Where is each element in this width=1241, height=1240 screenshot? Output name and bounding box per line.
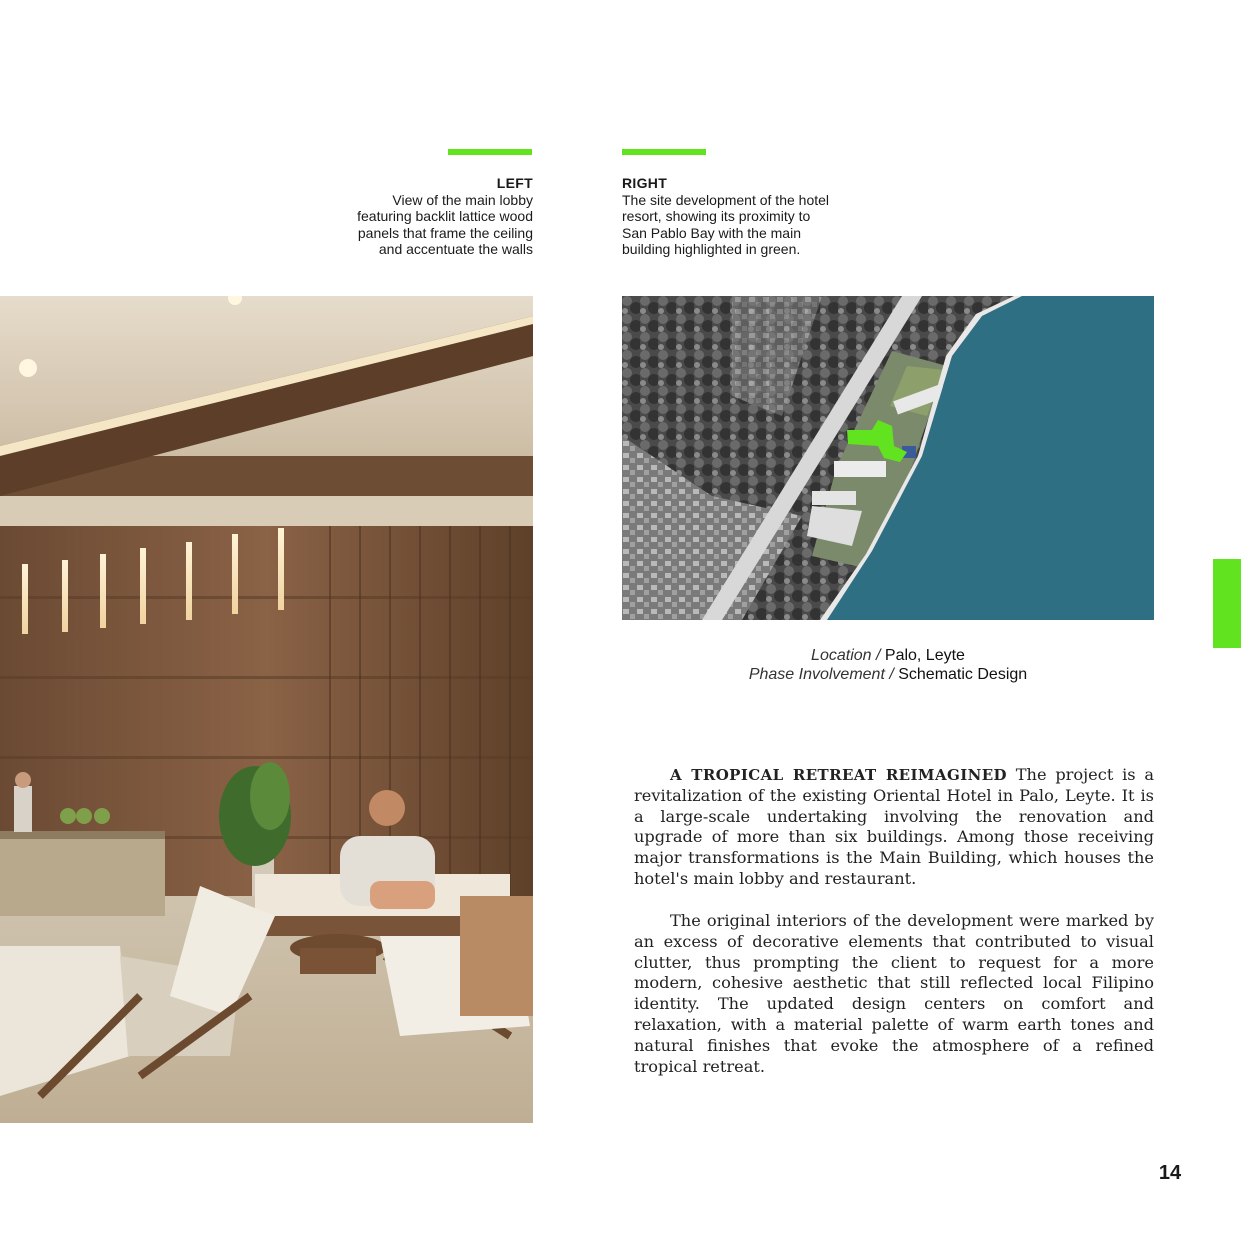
caption-left-line: View of the main lobby — [392, 191, 533, 208]
caption-right-line: resort, showing its proximity to — [622, 208, 811, 224]
caption-right-heading: RIGHT — [622, 175, 668, 191]
caption-right-line: San Pablo Bay with the main — [622, 224, 801, 241]
location-label: Location / — [811, 647, 881, 664]
location-value: Palo, Leyte — [884, 647, 965, 664]
phase-label: Phase Involvement / — [748, 666, 894, 683]
site-map-image — [622, 296, 1154, 620]
lobby-rendering-image — [0, 296, 533, 1123]
page-number: 14 — [1158, 1162, 1182, 1184]
caption-right — [622, 175, 882, 258]
body-paragraph-1 — [634, 765, 1154, 890]
phase-value: Schematic Design — [898, 666, 1028, 683]
caption-right-line: The site development of the hotel — [622, 191, 830, 208]
caption-left-line: panels that frame the ceiling — [357, 224, 533, 241]
caption-left — [293, 175, 533, 258]
paragraph-1-text: The project is a revitalization of the existing Oriental Hotel in Palo, Leyte. It is a large-scale undertaking involving the renovation and upgrade of more than six buildings. Among those receiving major transformations is the Main Building, which houses the hotel's main lobby and restaurant. — [634, 765, 1155, 888]
article-title: A TROPICAL RETREAT REIMAGINED — [670, 766, 1007, 784]
side-tab-marker — [1213, 559, 1241, 648]
location-line — [622, 646, 1154, 665]
body-paragraph-2 — [634, 911, 1154, 1077]
caption-left-line: featuring backlit lattice wood — [357, 208, 533, 224]
caption-left-line: and accentuate the walls — [378, 241, 533, 257]
caption-left-heading: LEFT — [496, 175, 533, 191]
accent-bar-left — [448, 149, 532, 155]
phase-line — [622, 665, 1154, 684]
caption-right-line: building highlighted in green. — [622, 241, 801, 257]
accent-bar-right — [622, 149, 706, 155]
paragraph-2-text: The original interiors of the development were marked by an excess of decorative elements that contributed to visual clutter, thus prompting the client to request for a more modern, cohesive aesthetic that still reflected local Filipino identity. The updated design centers on comfort and relaxation, with a material palette of warm earth tones and natural finishes that evoke the atmosphere of a refined tropical retreat. — [634, 911, 1154, 1076]
